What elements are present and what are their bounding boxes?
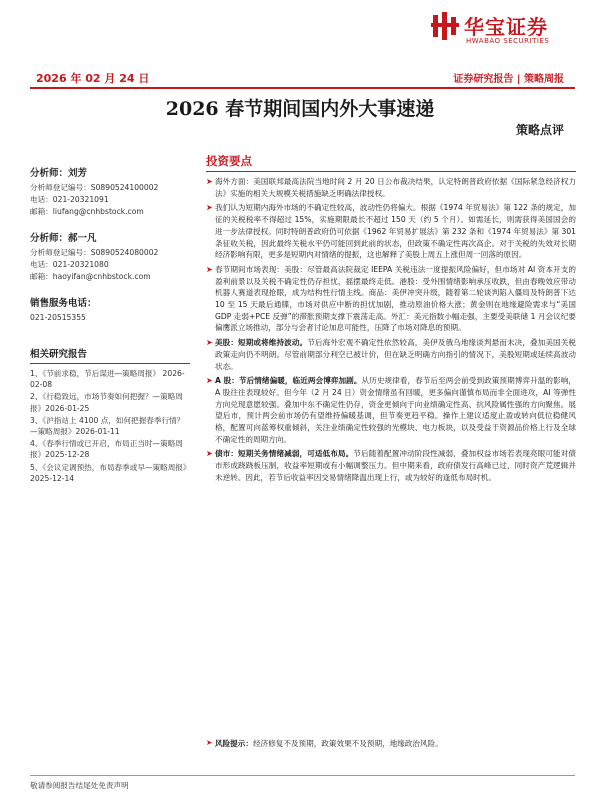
sales-label: 销售服务电话： <box>30 298 97 309</box>
paragraph-text: 从历史规律看，春节后至两会前受到政策预期博弈升温的影响，A 股往往表现较好。但今年（2 月 24 日）资金情绪虽有回暖，更多偏向谨慎布局而非全面进攻，AI 等弹性方向兑现意愿较强。叠加中东不确定性仍存，资金更倾向于向业绩确定性高、抗风险属性强的方向聚焦。展望后市，预计两会前市场仍有望维持偏暖基调，但节奏更趋平稳。操作上建议适度止盈或转向低位稳健风格，配置可向蓝筹权重倾斜，关注业绩确定性较强的光模块、电力板块，以及受益于资源品价格上行及全球不确定性的周期方向。 <box>215 376 576 444</box>
main-content <box>206 153 576 487</box>
related-report-item[interactable]: 4、《春季行情或已开启，布局正当时—策略周报》2025-12-28 <box>30 439 183 460</box>
paragraph-text: 海外方面：美国联邦最高法院当地时间 2 月 20 日公布裁决结果，认定特朗普政府依据《国际紧急经济权力法》实施的相关大规模关税措施缺乏明确法律授权。 <box>215 177 576 198</box>
related-report-item[interactable]: 3、《沪指站上 4100 点，如何把握春季行情？—策略周报》2026-01-11 <box>30 415 185 437</box>
sidebar <box>30 165 190 485</box>
related-reports-title: 相关研究报告 <box>30 346 190 364</box>
bullet-arrow-icon: ➤ <box>206 738 213 747</box>
analyst-registration: 分析师登记编号：S0890524080002 <box>30 248 159 257</box>
report-type: 证券研究报告 | 策略周报 <box>453 74 564 85</box>
paragraph-lead: A 股：节后情绪偏暖，临近两会博弈加剧。 <box>215 376 362 386</box>
section-title: 投资要点 <box>206 153 576 172</box>
key-point-paragraph <box>206 337 576 372</box>
key-point-paragraph <box>206 176 576 199</box>
bullet-arrow-icon: ➤ <box>206 177 213 186</box>
analyst-email[interactable]: 邮箱：liufang@cnhbstock.com <box>30 207 144 216</box>
page-title: 2026 春节期间国内外大事速递 <box>165 98 435 120</box>
hwabao-logo-icon <box>430 11 460 41</box>
report-date: 2026 年 02 月 24 日 <box>36 72 150 85</box>
footer-disclaimer: 敬请参阅报告结尾处免责声明 <box>30 781 129 790</box>
analyst-phone: 电话：021-20321080 <box>30 260 109 269</box>
key-point-paragraph <box>206 264 576 334</box>
logo-text-en: HWABAO SECURITIES <box>466 37 550 45</box>
bullet-arrow-icon: ➤ <box>206 376 213 386</box>
footer-divider <box>30 775 575 776</box>
analyst-phone: 电话：021-20321091 <box>30 195 109 204</box>
analyst-block <box>30 230 190 283</box>
bullet-arrow-icon: ➤ <box>206 449 213 459</box>
company-logo <box>430 9 590 49</box>
paragraph-text: 节后随着配置冲动阶段性减弱，叠加权益市场若表现亮眼可能对债市形成跷跷板压制，收益率短期或有小幅调整压力。但中期来看，政府债发行高峰已过，同时资产荒逻辑并未逆转。因此，若节后收益率因交易情绪降温出现上行，或为较好的逢低布局时机。 <box>215 449 577 482</box>
related-report-item[interactable]: 1、《节前求稳，节后谋进—策略周报》 2026-02-08 <box>30 369 185 390</box>
bullet-arrow-icon: ➤ <box>206 203 213 213</box>
risk-warning <box>206 738 576 749</box>
paragraph-text: 春节期间市场表现：美股：尽管最高法院裁定 IEEPA 关税违法一度提振风险偏好，但市场对 AI 资本开支的盈利前景以及关税不确定性仍存担忧，摇摆最终走低。港股：受外围情绪影响承压收跌，但由春晚效应带动机器人赛道表现抢眼，成为结构性行情主线。商品：美伊冲突升级，随着第二轮谈判陷入僵局及特朗普下达 10 至 15 天最后通牒，市场对供应中断的担忧加剧，推动原油价格大涨；黄金则在地缘避险需求与“美国 GDP 走弱+PCE 反弹”的滞胀预期支撑下震荡走高。外汇：美元指数小幅走强，主要受美联储 1 月会议纪要偏鹰派立场推动，部分与会者讨论加息可能性，压降了市场对降息的预期。 <box>215 264 576 333</box>
key-point-paragraph <box>206 448 576 483</box>
paragraph-lead: 债市：短期关务情绪减弱，可适低布局。 <box>215 449 354 459</box>
analyst-name: 分析师：刘芳 <box>30 168 88 179</box>
key-point-paragraph <box>206 375 576 445</box>
analyst-name: 分析师：郝一凡 <box>30 233 97 244</box>
paragraph-text: 我们认为短期内海外市场的不确定性较高，波动性仍将偏大。根据《1974 年贸易法》第 122 条的规定，加征的关税税率不得超过 15%，实施期限最长不超过 150 天（约 5 个月）。如需延长，则需获得美国国会的进一步法律授权。同时特朗普政府仍可依据《1962 年贸易扩展法》第 232 条和《1974 年贸易法》第 301 条征收关税，因此最终关税水平仍可能回到此前的状态，但政策不确定性再次高企。对于关税的失效对长期经济影响有限，更多是短期内对情绪的提振，这也解释了美股上周五上涨但周一回落的原因。 <box>215 203 576 260</box>
related-report-item[interactable]: 5、《会议定调预热，布局春季或早—策略周报》2025-12-14 <box>30 462 187 483</box>
risk-label: 风险提示： <box>215 739 253 748</box>
logo-text-cn: 华宝证券 <box>464 15 548 39</box>
related-report-item[interactable]: 2、《行稳致远，市场节奏如何把握？—策略周报》2026-01-25 <box>30 392 183 413</box>
analyst-email[interactable]: 邮箱：haoyifan@cnhbstock.com <box>30 272 151 281</box>
sales-phone: 021-20515355 <box>30 313 86 322</box>
risk-text: 经济修复不及预期，政策效果不及预期，地缘政治风险。 <box>252 739 443 748</box>
paragraph-text: 节后海外宏观不确定性依然较高，美伊及俄乌地缘谈判悬而未决，叠加美国关税政策走向仍不明朗。尽管前期部分利空已被计价，但在缺乏明确方向指引的情况下，美股短期或延续高波动状态。 <box>215 338 577 371</box>
related-reports-list <box>30 368 190 484</box>
bullet-arrow-icon: ➤ <box>206 338 213 348</box>
page-subtitle: 策略点评 <box>515 123 564 137</box>
bullet-arrow-icon: ➤ <box>206 264 213 274</box>
header-divider <box>30 87 575 89</box>
paragraph-lead: 美股：短期或将维持波动。 <box>215 338 308 348</box>
analyst-registration: 分析师登记编号：S0890524100002 <box>30 183 159 192</box>
key-point-paragraph <box>206 202 576 261</box>
analyst-block <box>30 165 190 218</box>
